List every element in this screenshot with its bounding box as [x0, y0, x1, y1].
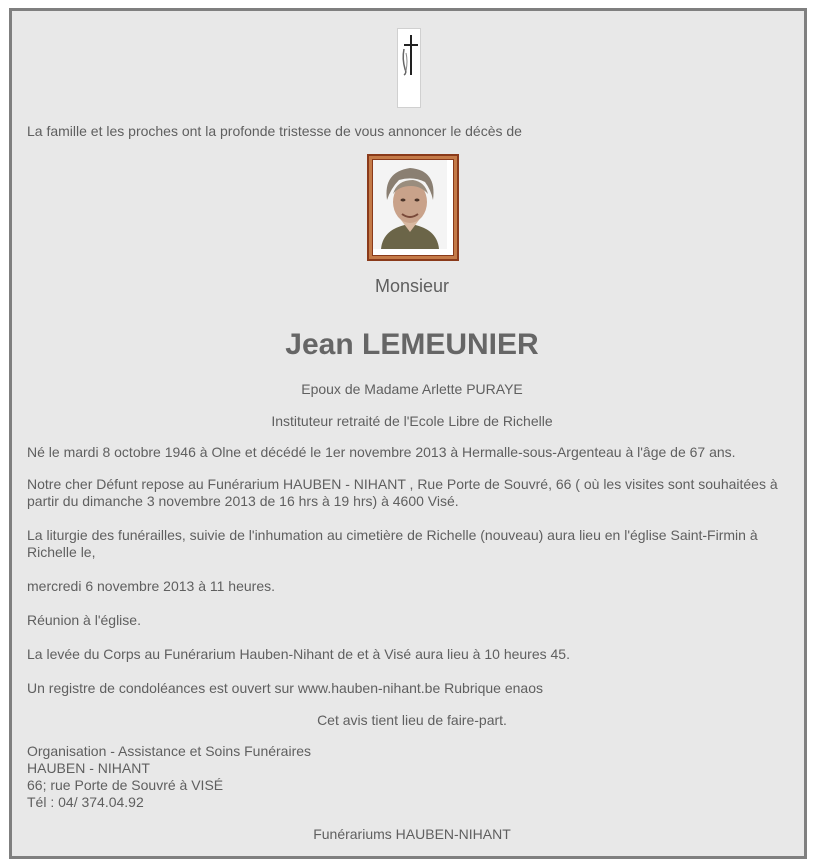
meeting-text: Réunion à l'église. — [27, 612, 141, 628]
birth-death-text: Né le mardi 8 octobre 1946 à Olne et décédé le 1er novembre 2013 à Hermalle-sous-Argenteau à l'âge de 67 ans. — [27, 444, 736, 460]
register-text: Un registre de condoléances est ouvert sur www.hauben-nihant.be Rubrique enaos — [27, 680, 543, 696]
footer-text: Funérariums HAUBEN-NIHANT — [313, 826, 511, 842]
organisation-line-2: HAUBEN - NIHANT — [27, 760, 150, 776]
salutation: Monsieur — [374, 276, 450, 296]
notice-text: Cet avis tient lieu de faire-part. — [317, 712, 507, 728]
spouse-text: Epoux de Madame Arlette PURAYE — [301, 381, 523, 397]
portrait-photo — [367, 154, 459, 261]
cross-icon — [397, 28, 421, 108]
obituary-card — [9, 8, 807, 859]
occupation-text: Instituteur retraité de l'Ecole Libre de Richelle — [271, 413, 553, 429]
funeral-date-text: mercredi 6 novembre 2013 à 11 heures. — [27, 578, 275, 594]
organisation-line-3: 66; rue Porte de Souvré à VISÉ — [27, 777, 224, 793]
intro-text: La famille et les proches ont la profonde tristesse de vous annoncer le décès de — [27, 123, 522, 139]
liturgy-text: La liturgie des funérailles, suivie de l'inhumation au cimetière de Richelle (nouveau) aura lieu en l'église Saint-Firmin à Richelle le, — [27, 527, 758, 560]
organisation-line-1: Organisation - Assistance et Soins Funéraires — [27, 743, 312, 759]
repose-text: Notre cher Défunt repose au Funérarium HAUBEN - NIHANT , Rue Porte de Souvré, 66 ( où les visites sont souhaitées à partir du dimanche 3 novembre 2013 de 16 hrs à 19 hrs) à 4600 Visé. — [27, 476, 778, 509]
portrait-image — [373, 160, 447, 249]
organisation-line-4: Tél : 04/ 374.04.92 — [27, 794, 144, 810]
deceased-name: Jean LEMEUNIER — [285, 328, 539, 361]
levee-text: La levée du Corps au Funérarium Hauben-Nihant de et à Visé aura lieu à 10 heures 45. — [27, 646, 570, 662]
